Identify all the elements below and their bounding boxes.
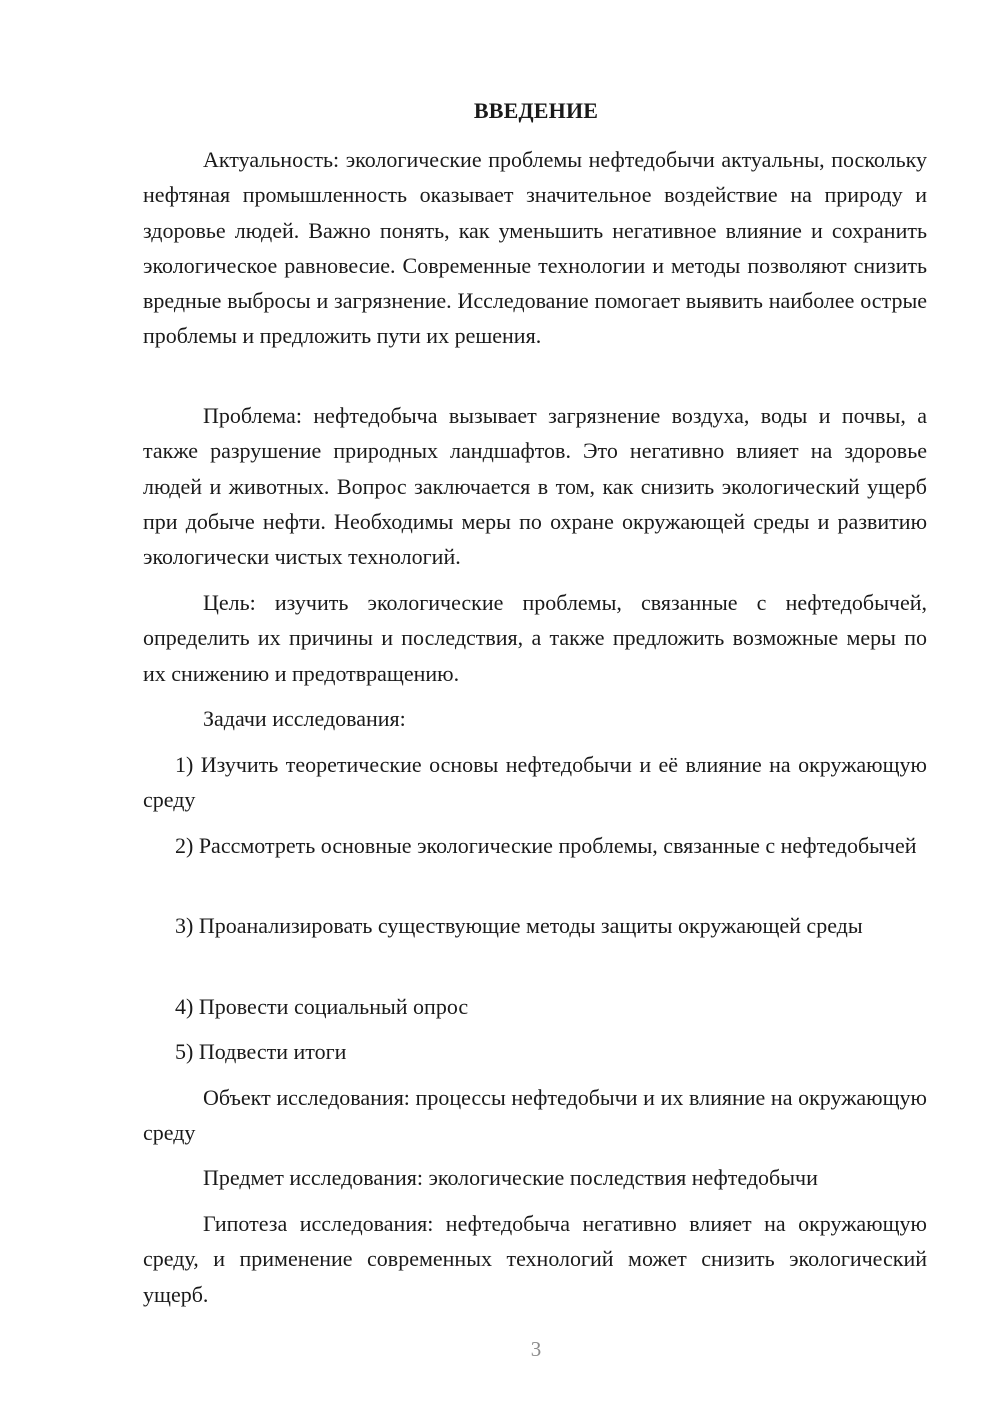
goal-paragraph: Цель: изучить экологические проблемы, связанные с нефтедобычей, определить их причины и последствия, а также предложить возможные меры по их снижению и предотвращению. <box>143 590 927 686</box>
hypothesis-paragraph: Гипотеза исследования: нефтедобыча негативно влияет на окружающую среду, и применение современных технологий может снизить экологический ущерб. <box>143 1211 927 1307</box>
task-item: 4) Провести социальный опрос <box>175 994 469 1019</box>
task-item: 1) Изучить теоретические основы нефтедобычи и её влияние на окружающую среду <box>143 752 927 813</box>
subject-paragraph: Предмет исследования: экологические последствия нефтедобычи <box>203 1165 818 1190</box>
object-paragraph: Объект исследования: процессы нефтедобычи и их влияние на окружающую среду <box>143 1085 927 1146</box>
task-item: 2) Рассмотреть основные экологические проблемы, связанные с нефтедобычей <box>175 833 917 858</box>
task-item: 5) Подвести итоги <box>175 1039 347 1064</box>
page-title: ВВЕДЕНИЕ <box>473 98 599 123</box>
tasks-heading: Задачи исследования: <box>203 706 406 731</box>
task-item: 3) Проанализировать существующие методы защиты окружающей среды <box>175 913 863 938</box>
relevance-paragraph: Актуальность: экологические проблемы нефтедобычи актуальны, поскольку нефтяная промышленность оказывает значительное воздействие на природу и здоровье людей. Важно понять, как уменьшить негативное влияние и сохранить экологическое равновесие. Современные технологии и методы позволяют снизить вредные выбросы и загрязнение. Исследование помогает выявить наиболее острые проблемы и предложить пути их решения. <box>143 147 927 349</box>
page-number: 3 <box>530 1337 542 1361</box>
problem-paragraph: Проблема: нефтедобыча вызывает загрязнение воздуха, воды и почвы, а также разрушение природных ландшафтов. Это негативно влияет на здоровье людей и животных. Вопрос заключается в том, как снизить экологический ущерб при добыче нефти. Необходимы меры по охране окружающей среды и развитию экологически чистых технологий. <box>143 403 927 570</box>
